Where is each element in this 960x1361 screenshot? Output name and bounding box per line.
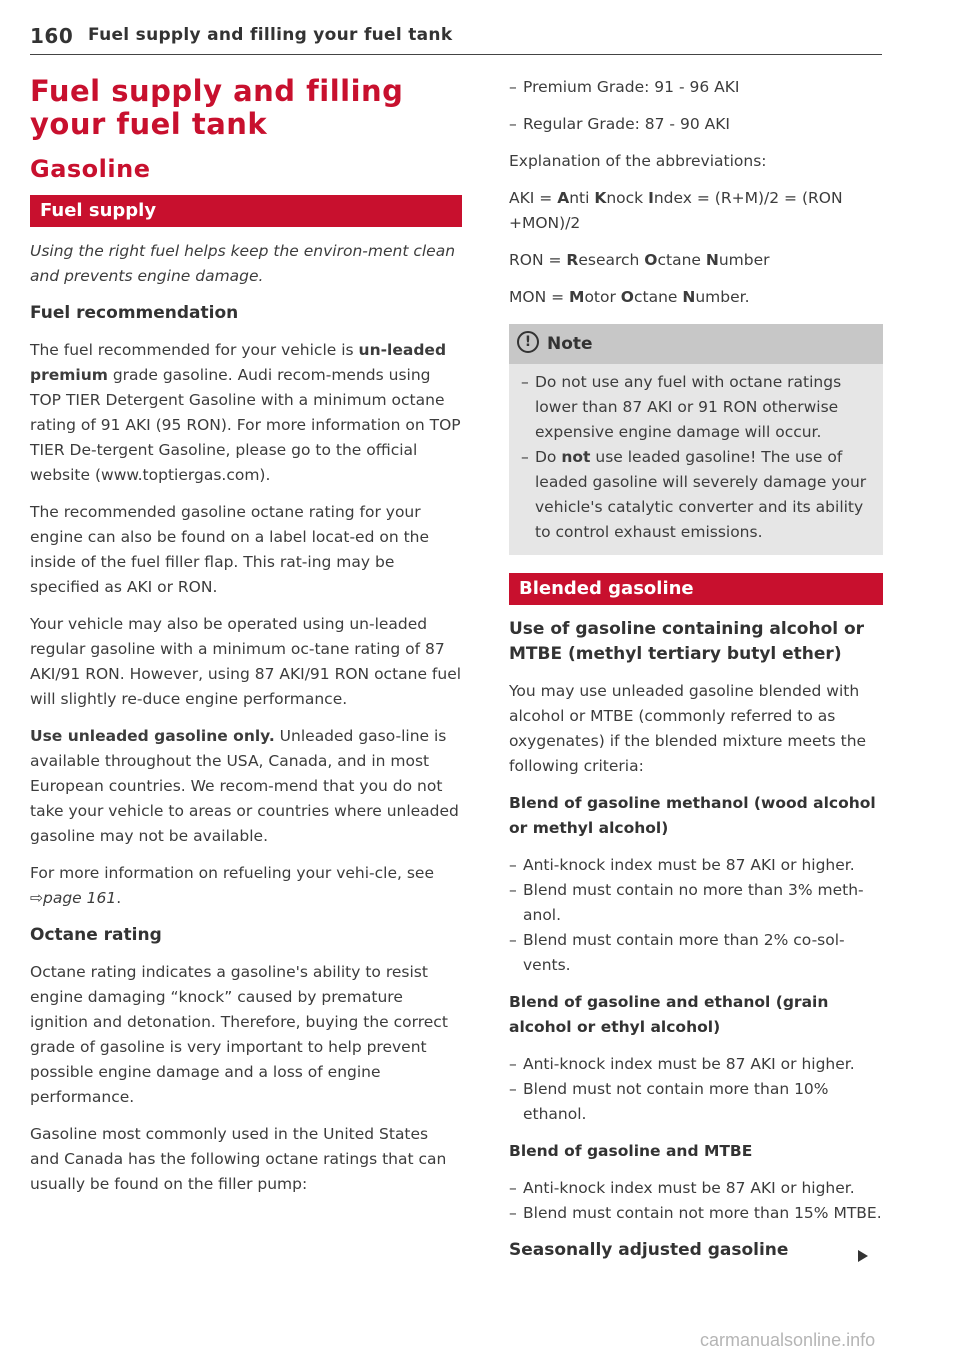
exclamation-circle-icon: ! [517,331,539,353]
paragraph-unleaded-only: Use unleaded gasoline only. Unleaded gaso-line is available throughout the USA, Canada, and in most European countries. We recom-mend that you do not take your vehicle to areas or countries where unleaded gasoline may not be available. [30,727,459,845]
methanol-list [509,853,883,978]
list-item: – Anti-knock index must be 87 AKI or higher. [509,1179,855,1197]
list-item: – Do not use leaded gasoline! The use of leaded gasoline will severely damage your vehicle's catalytic converter and its ability to control exhaust emissions. [521,448,867,541]
paragraph-blended-criteria: You may use unleaded gasoline blended with alcohol or MTBE (commonly referred to as oxygenates) if the blended mixture meets the following criteria: [509,682,867,775]
list-item: – Anti-knock index must be 87 AKI or higher. [509,1055,855,1073]
page-number: 160 [30,24,74,48]
topic-bar-fuel-supply: Fuel supply [30,195,462,227]
mtbe-list [509,1176,883,1226]
heading-octane-rating: Octane rating [30,925,162,945]
heading-mtbe-blend: Blend of gasoline and MTBE [509,1142,753,1160]
heading-ethanol-blend: Blend of gasoline and ethanol (grain alcohol or ethyl alcohol) [509,993,829,1036]
heading-use-of-gasoline: Use of gasoline containing alcohol or MTBE (methyl tertiary butyl ether) [509,619,865,664]
abbr-ron: RON = Research Octane Number [509,251,770,269]
paragraph-common-ratings: Gasoline most commonly used in the United States and Canada has the following octane ratings that can usually be found on the filler pump: [30,1125,447,1193]
running-title: Fuel supply and filling your fuel tank [88,25,453,45]
abbr-aki: AKI = Anti Knock Index = (R+M)/2 = (RON +MON)/2 [509,189,843,232]
paragraph-refueling-ref: For more information on refueling your vehi-cle, see ⇨page 161. [30,864,435,907]
chapter-title: Fuel supply and filling your fuel tank [30,74,404,141]
heading-seasonal-gasoline: Seasonally adjusted gasoline [509,1240,789,1260]
left-column [30,75,462,1197]
list-item: – Blend must contain not more than 15% MTBE. [509,1204,882,1222]
right-column [509,75,883,1263]
paragraph-fuel-recommended: The fuel recommended for your vehicle is un-leaded premium grade gasoline. Audi recom-mends using TOP TIER Detergent Gasoline with a minimum octane rating of 91 AKI (95 RON). For more information on TOP TIER De-tergent Gasoline, please go to the official website (www.toptiergas.com). [30,341,461,484]
arrow-right-icon [858,1250,868,1262]
paragraph-regular-gasoline: Your vehicle may also be operated using un-leaded regular gasoline with a minimum oc-tane rating of 87 AKI/91 RON. However, using 87 AKI/91 RON octane fuel will slightly re-duce engine performance. [30,615,462,708]
paragraph-octane-definition: Octane rating indicates a gasoline's ability to resist engine damaging “knock” caused by premature ignition and detonation. Therefore, buying the correct grade of gasoline is very important to help prevent possible engine damage and a loss of engine performance. [30,963,448,1106]
grade-list [509,75,883,137]
note-title: Note [547,334,593,354]
bold-use-unleaded: Use unleaded gasoline only. [30,727,275,745]
abbr-mon: MON = Motor Octane Number. [509,288,750,306]
note-header [509,324,883,364]
bold-unleaded-premium: un-leaded premium [30,341,447,384]
heading-fuel-recommendation: Fuel recommendation [30,303,239,323]
note-body [509,364,883,555]
list-item: – Blend must contain no more than 3% meth-anol. [509,881,864,924]
list-item: – Blend must not contain more than 10% ethanol. [509,1080,829,1123]
ethanol-list [509,1052,883,1127]
list-item: – Regular Grade: 87 - 90 AKI [509,115,730,133]
abbreviations-intro: Explanation of the abbreviations: [509,152,767,170]
note-list [521,370,873,545]
heading-methanol-blend: Blend of gasoline methanol (wood alcohol or methyl alcohol) [509,794,876,837]
section-title: Gasoline [30,155,151,183]
page-header [30,24,882,55]
list-item: – Do not use any fuel with octane ratings lower than 87 AKI or 91 RON otherwise expensive engine damage will occur. [521,373,842,441]
list-item: – Blend must contain more than 2% co-sol-vents. [509,931,845,974]
paragraph-octane-label: The recommended gasoline octane rating for your engine can also be found on a label locat-ed on the inside of the fuel filler flap. This rat-ing may be specified as AKI or RON. [30,503,430,596]
intro-text: Using the right fuel helps keep the environ-ment clean and prevents engine damage. [30,242,456,285]
watermark: carmanualsonline.info [700,1330,876,1350]
note-box [509,324,883,555]
list-item: – Anti-knock index must be 87 AKI or higher. [509,856,855,874]
topic-bar-blended-gasoline: Blended gasoline [509,573,883,605]
page-reference-link[interactable]: ⇨page 161 [30,889,117,907]
list-item: – Premium Grade: 91 - 96 AKI [509,78,740,96]
